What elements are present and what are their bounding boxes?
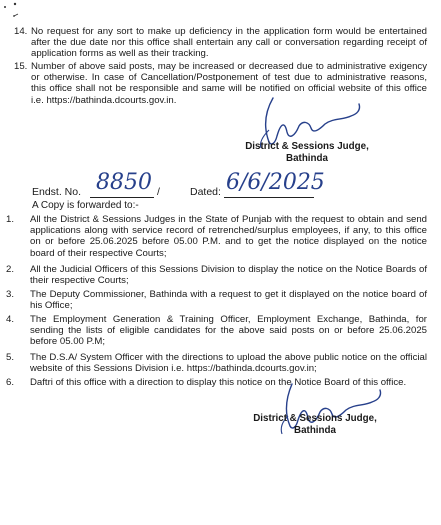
item-text: The Deputy Commissioner, Bathinda with a request to get it displayed on the notice board of his Office; — [30, 289, 427, 312]
scan-mark — [2, 2, 22, 22]
item-number: 4. — [6, 314, 15, 325]
endst-separator: / — [157, 186, 160, 198]
endst-number: 8850 — [96, 170, 152, 195]
dated-label: Dated: — [190, 186, 221, 198]
item-text: No request for any sort to make up deficiency in the application form would be entertained after the due date nor this office shall entertain any call or conversation regarding receipt of application forms as well as their tracking. — [31, 26, 427, 60]
dated-underline — [224, 197, 314, 198]
item-text: The D.S.A/ System Officer with the directions to upload the above public notice on the official website of this Sessions Division i.e. https://bathinda.dcourts.gov.in; — [30, 352, 427, 375]
item-text: All the District & Sessions Judges in the State of Punjab with the request to obtain and send applications along with service record of retrenched/surplus employees, if any, to this office on or before 25.06.2025 before 05.00 P.M. and to get the notice displayed on the notice board of their respective Courts; — [30, 214, 427, 259]
notice-item-14 — [14, 26, 427, 60]
signatory-place: Bathinda — [286, 153, 328, 164]
copy-forwarded-line: A Copy is forwarded to:- — [32, 200, 139, 211]
item-text: The Employment Generation & Training Officer, Employment Exchange, Bathinda, for sending the lists of eligible candidates for the above said posts on or before 25.06.2025 before 05.00 P.M; — [30, 314, 427, 348]
forward-item-4 — [6, 314, 427, 348]
item-text: All the Judicial Officers of this Sessions Division to display the notice on the Notice Boards of their respective Courts; — [30, 264, 427, 287]
signature-block-1 — [232, 141, 382, 165]
endst-label: Endst. No. — [32, 186, 82, 198]
item-number: 5. — [6, 352, 15, 363]
forward-item-2 — [6, 264, 427, 286]
forward-item-3 — [6, 289, 427, 311]
forward-item-5 — [6, 352, 427, 374]
item-number: 1. — [6, 214, 15, 225]
signatory-title: District & Sessions Judge, — [245, 141, 369, 152]
item-text: Daftri of this office with a direction to display this notice on the Notice Board of this office. — [30, 377, 407, 388]
forward-item-1 — [6, 214, 427, 259]
signatory-place: Bathinda — [294, 425, 336, 436]
item-text: Number of above said posts, may be increased or decreased due to administrative exigency or otherwise. In case of Cancellation/Postponement of test due to administrative reasons, this office shall not be responsible and same will be notified on official website of this office i.e. https://bathinda.dcourts.gov.in. — [31, 61, 427, 106]
item-number: 3. — [6, 289, 15, 300]
endst-underline — [90, 197, 154, 198]
item-number: 2. — [6, 264, 15, 275]
item-number: 14. — [14, 26, 28, 37]
signature-block-2 — [240, 413, 390, 437]
item-number: 15. — [14, 61, 28, 72]
signatory-title: District & Sessions Judge, — [253, 413, 377, 424]
item-number: 6. — [6, 377, 15, 388]
dated-value: 6/6/2025 — [226, 170, 325, 195]
